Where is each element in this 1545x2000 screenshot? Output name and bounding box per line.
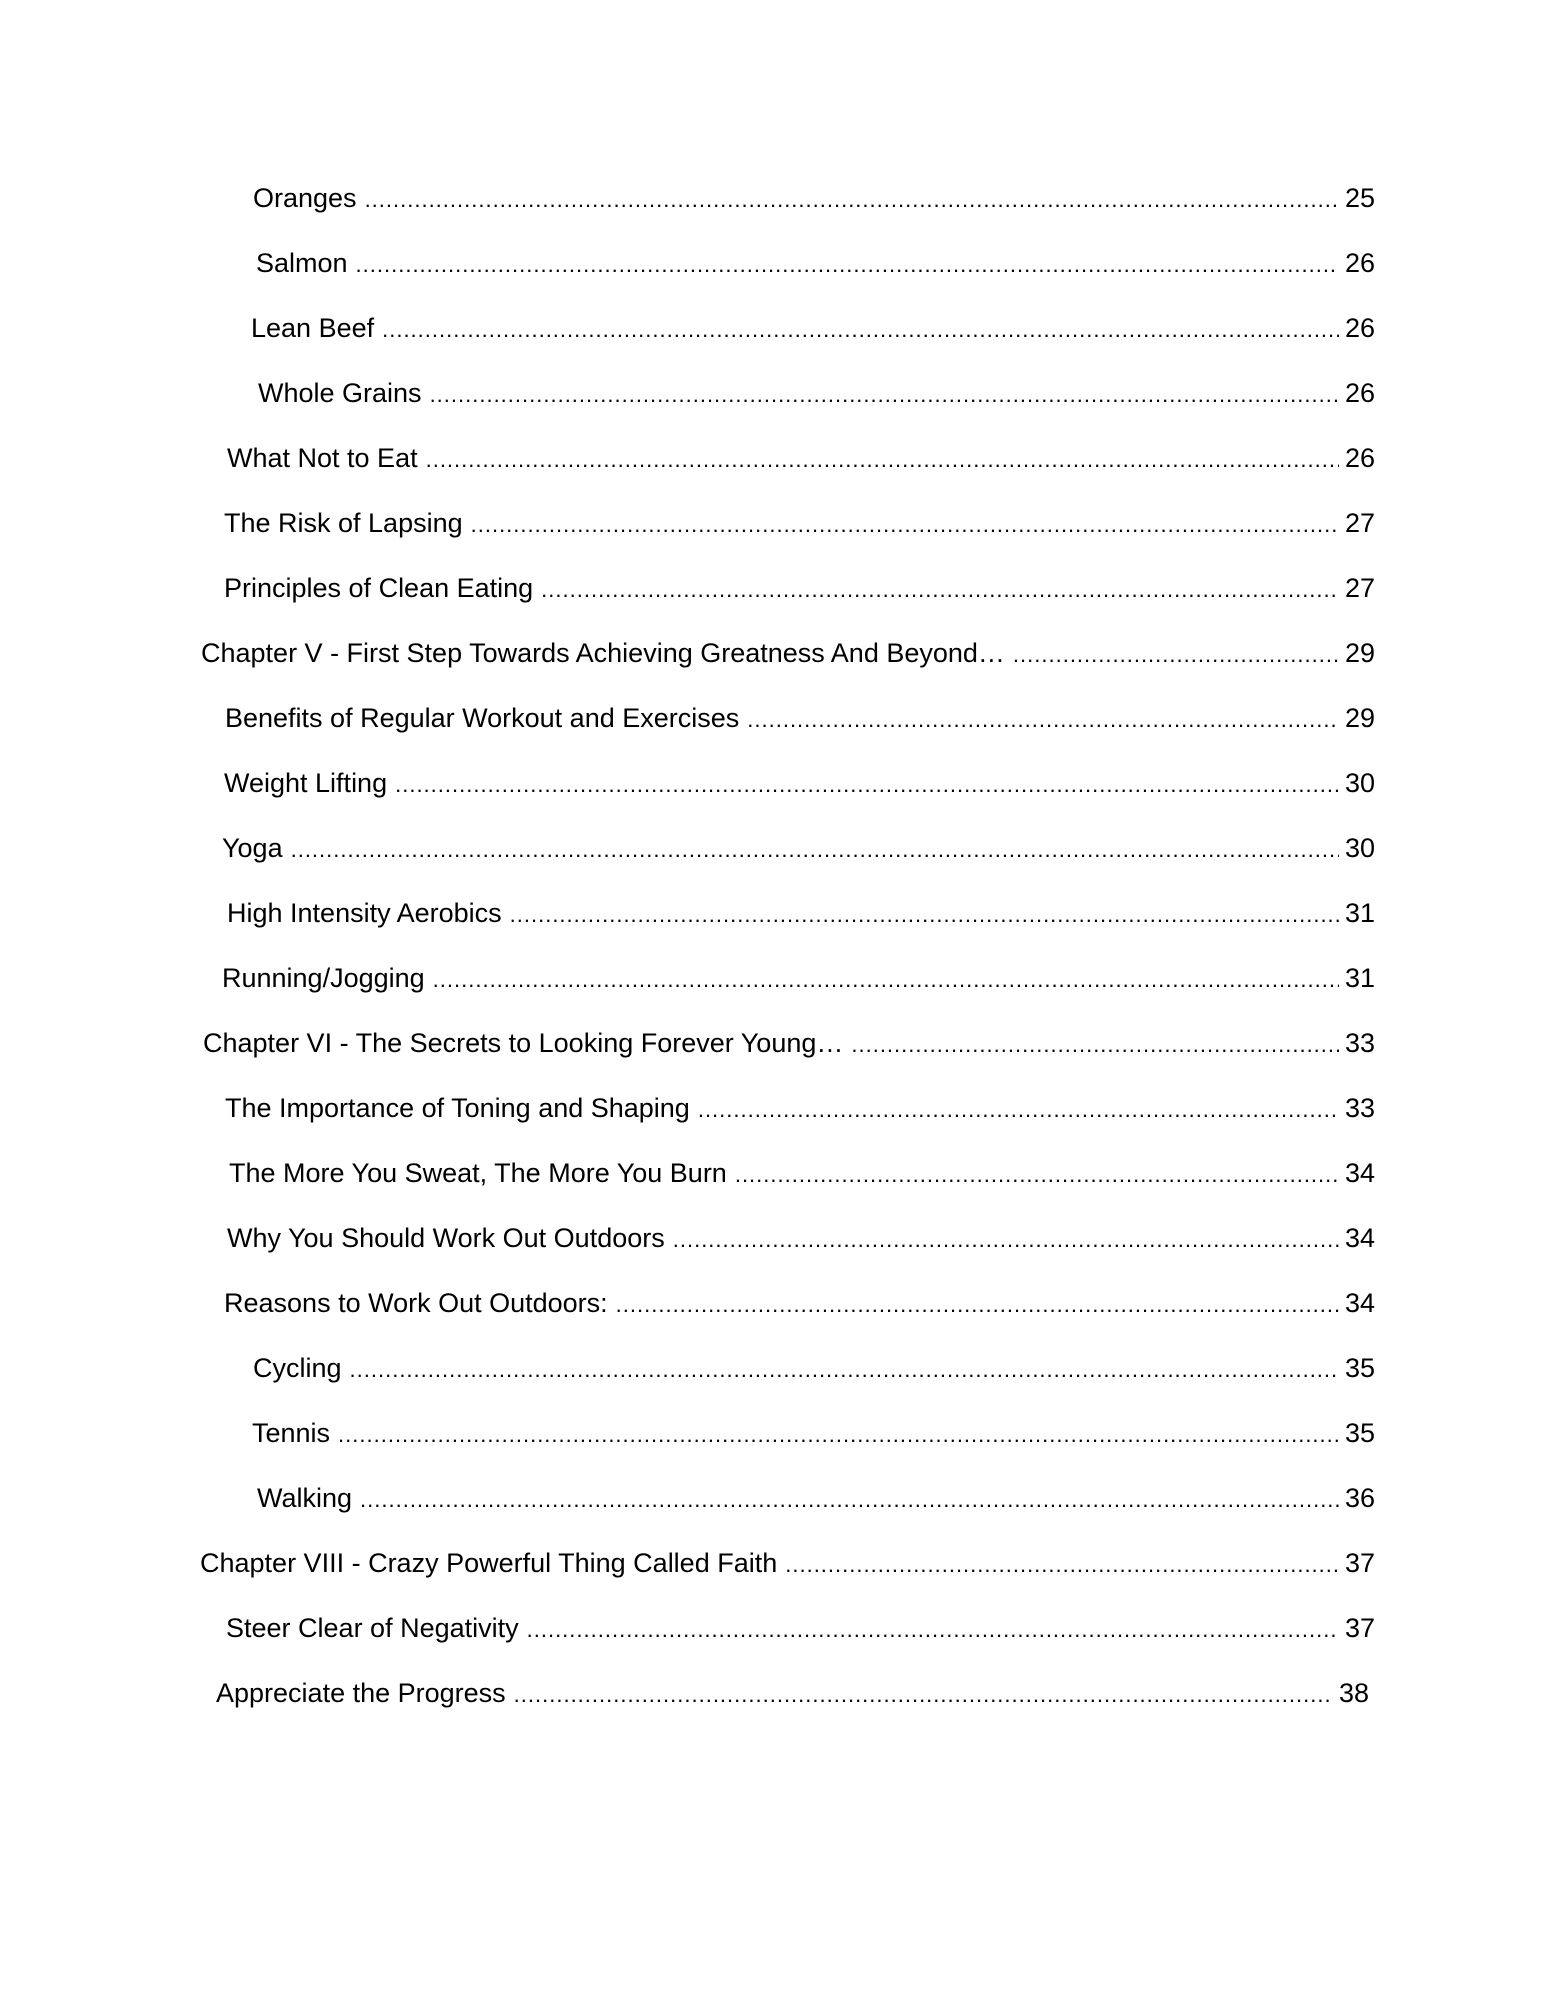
toc-entry-page: 29 (1344, 638, 1375, 668)
toc-entry-title: Tennis (252, 1418, 331, 1448)
toc-entry-title: Why You Should Work Out Outdoors (227, 1223, 665, 1253)
toc-entry[interactable] (225, 1088, 1375, 1128)
toc-entry[interactable] (225, 698, 1375, 738)
toc-entry-title: Yoga (222, 833, 283, 863)
dot-leader (365, 180, 1339, 220)
dot-leader (433, 960, 1339, 1000)
toc-entry[interactable] (257, 1478, 1375, 1518)
dot-leader (527, 1610, 1339, 1650)
toc-entry-page: 35 (1344, 1418, 1375, 1448)
toc-entry[interactable] (251, 308, 1375, 348)
dot-leader (514, 1675, 1333, 1715)
toc-entry-page: 38 (1338, 1678, 1369, 1708)
toc-entry-page: 27 (1344, 508, 1375, 538)
dot-leader (673, 1220, 1339, 1260)
dot-leader (395, 765, 1339, 805)
dot-leader (350, 1350, 1339, 1390)
dot-leader (541, 570, 1339, 610)
toc-entry-title: High Intensity Aerobics (227, 898, 502, 928)
toc-entry[interactable] (252, 1413, 1375, 1453)
toc-entry-title: Salmon (256, 248, 348, 278)
toc-entry-page: 26 (1344, 443, 1375, 473)
toc-entry-page: 31 (1344, 898, 1375, 928)
toc-entry-page: 34 (1344, 1288, 1375, 1318)
toc-entry-page: 25 (1344, 183, 1375, 213)
dot-leader (698, 1090, 1339, 1130)
dot-leader (747, 700, 1339, 740)
dot-leader (356, 245, 1339, 285)
toc-entry[interactable] (222, 958, 1375, 998)
dot-leader (430, 375, 1339, 415)
toc-entry-page: 29 (1344, 703, 1375, 733)
dot-leader (426, 440, 1339, 480)
toc-entry-title: Chapter VI - The Secrets to Looking Forever Young… (203, 1028, 844, 1058)
toc-entry-title: Lean Beef (251, 313, 375, 343)
toc-entry-page: 37 (1344, 1548, 1375, 1578)
toc-entry-page: 30 (1344, 768, 1375, 798)
toc-entry-title: Walking (257, 1483, 353, 1513)
toc-entry[interactable] (256, 243, 1375, 283)
toc-entry-title: Whole Grains (258, 378, 422, 408)
toc-entry-title: What Not to Eat (227, 443, 418, 473)
toc-entry[interactable] (253, 178, 1375, 218)
toc-entry-chapter[interactable] (200, 1543, 1375, 1583)
dot-leader (735, 1155, 1339, 1195)
toc-entry-title: Cycling (253, 1353, 342, 1383)
toc-entry-title: Chapter VIII - Crazy Powerful Thing Called Faith (200, 1548, 778, 1578)
dot-leader (616, 1285, 1339, 1325)
toc-entry-title: Oranges (253, 183, 357, 213)
dot-leader (471, 505, 1339, 545)
toc-entry[interactable] (226, 1608, 1375, 1648)
dot-leader (291, 830, 1339, 870)
toc-entry[interactable] (229, 1153, 1375, 1193)
toc-entry-page: 34 (1344, 1158, 1375, 1188)
toc-entry[interactable] (227, 1218, 1375, 1258)
toc-entry-page: 35 (1344, 1353, 1375, 1383)
toc-entry-title: The Risk of Lapsing (224, 508, 463, 538)
dot-leader (382, 310, 1339, 350)
toc-entry-title: Chapter V - First Step Towards Achieving Greatness And Beyond… (201, 638, 1005, 668)
toc-entry[interactable] (227, 893, 1375, 933)
toc-entry-title: Weight Lifting (224, 768, 388, 798)
toc-entry-title: The More You Sweat, The More You Burn (229, 1158, 727, 1188)
toc-entry-chapter[interactable] (201, 633, 1375, 673)
dot-leader (1013, 635, 1339, 675)
toc-entry-page: 36 (1344, 1483, 1375, 1513)
toc-entry-page: 30 (1344, 833, 1375, 863)
toc-entry[interactable] (216, 1673, 1369, 1713)
toc-entry[interactable] (227, 438, 1375, 478)
dot-leader (785, 1545, 1339, 1585)
toc-entry[interactable] (224, 568, 1375, 608)
toc-entry-page: 31 (1344, 963, 1375, 993)
toc-entry[interactable] (224, 1283, 1375, 1323)
toc-entry-title: Reasons to Work Out Outdoors: (224, 1288, 608, 1318)
toc-entry-title: Running/Jogging (222, 963, 425, 993)
toc-entry-title: Benefits of Regular Workout and Exercises (225, 703, 740, 733)
toc-entry-chapter[interactable] (203, 1023, 1375, 1063)
toc-entry-page: 26 (1344, 378, 1375, 408)
dot-leader (338, 1415, 1339, 1455)
toc-entry-page: 27 (1344, 573, 1375, 603)
toc-entry-page: 33 (1344, 1028, 1375, 1058)
toc-entry[interactable] (258, 373, 1375, 413)
toc-entry[interactable] (224, 763, 1375, 803)
dot-leader (510, 895, 1339, 935)
toc-entry-title: Principles of Clean Eating (224, 573, 534, 603)
toc-entry[interactable] (224, 503, 1375, 543)
toc-entry-page: 26 (1344, 313, 1375, 343)
toc-entry[interactable] (222, 828, 1375, 868)
toc-entry-page: 33 (1344, 1093, 1375, 1123)
toc-entry-title: Appreciate the Progress (216, 1678, 506, 1708)
toc-entry-page: 37 (1344, 1613, 1375, 1643)
dot-leader (851, 1025, 1339, 1065)
toc-entry-page: 34 (1344, 1223, 1375, 1253)
toc-entry-page: 26 (1344, 248, 1375, 278)
toc-entry[interactable] (253, 1348, 1375, 1388)
toc-entry-title: Steer Clear of Negativity (226, 1613, 519, 1643)
dot-leader (360, 1480, 1339, 1520)
toc-entry-title: The Importance of Toning and Shaping (225, 1093, 690, 1123)
